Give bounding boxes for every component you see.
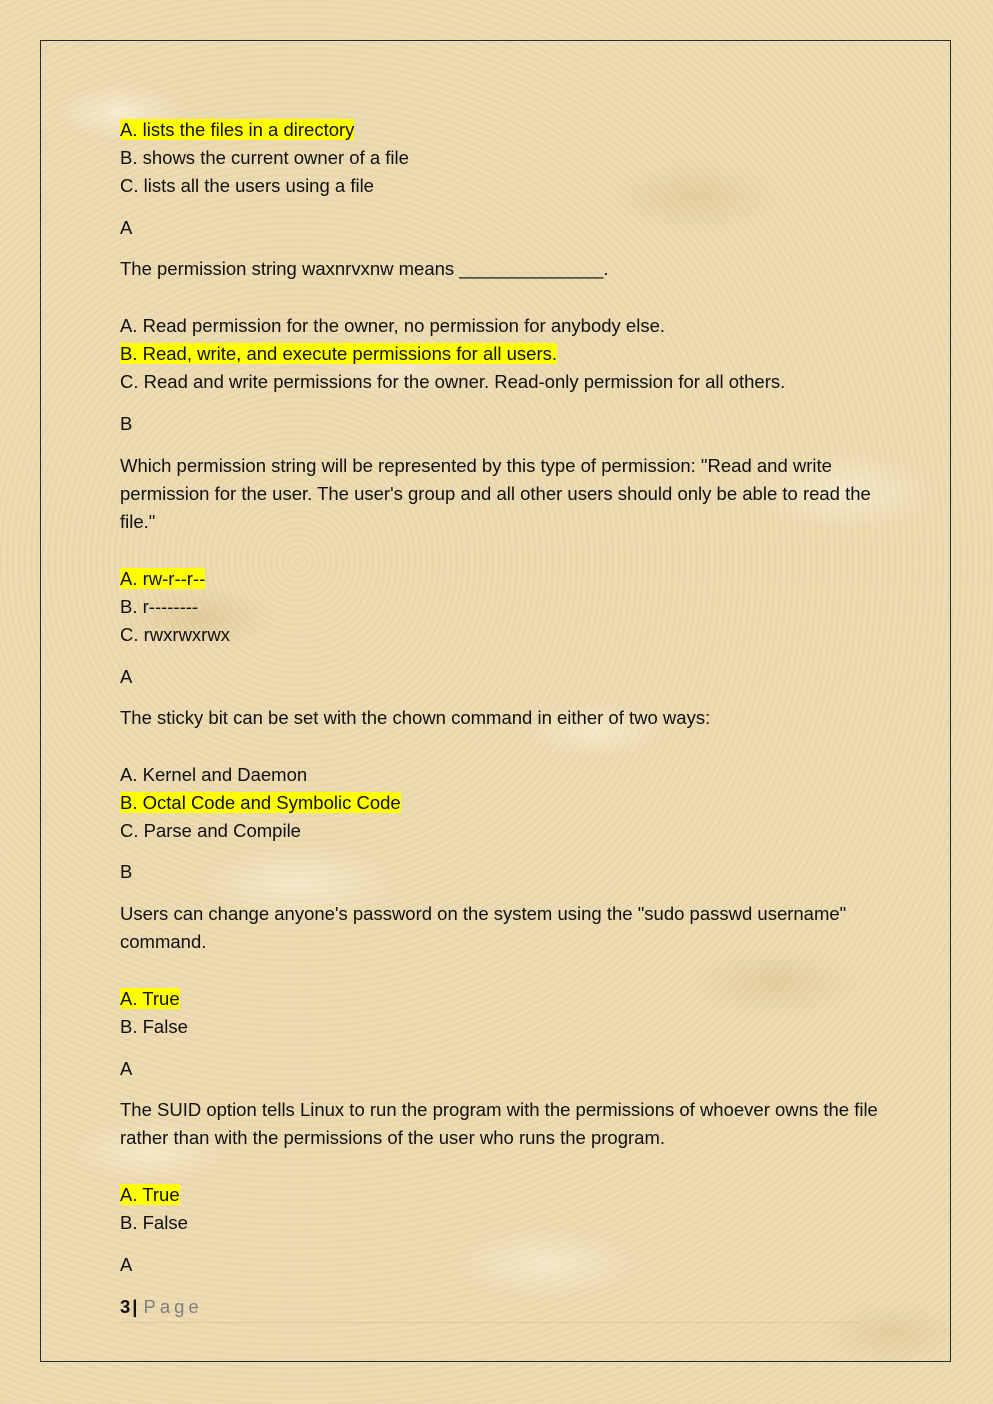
- question-q4: The sticky bit can be set with the chown command in either of two ways:: [120, 707, 711, 728]
- option-q2-c: C. Read and write permissions for the owner. Read-only permission for all others.: [120, 371, 786, 392]
- option-q2-b: B. Read, write, and execute permissions for all users.: [120, 343, 557, 364]
- option-q6-a: A. True: [120, 1184, 180, 1205]
- option-q5-a: A. True: [120, 988, 180, 1009]
- question-q5: Users can change anyone's password on the system using the "sudo passwd username" command.: [120, 903, 847, 952]
- page-number: 3: [120, 1296, 131, 1317]
- question-q6: The SUID option tells Linux to run the program with the permissions of whoever owns the file rather than with the permissions of the user who runs the program.: [120, 1099, 878, 1148]
- page-label: Page: [143, 1296, 203, 1317]
- option-q3-c: C. rwxrwxrwx: [120, 624, 230, 645]
- footer-separator: |: [132, 1296, 138, 1317]
- option-q4-c: C. Parse and Compile: [120, 820, 301, 841]
- option-q1-c: C. lists all the users using a file: [120, 175, 374, 196]
- option-q4-b: B. Octal Code and Symbolic Code: [120, 792, 401, 813]
- option-q4-a: A. Kernel and Daemon: [120, 764, 308, 785]
- option-q3-b: B. r--------: [120, 596, 199, 617]
- document-body: [120, 116, 880, 1279]
- answer-q3: A: [120, 666, 133, 687]
- page-footer: [120, 1294, 860, 1323]
- answer-q4: B: [120, 861, 133, 882]
- answer-q5: A: [120, 1058, 133, 1079]
- answer-q6: A: [120, 1254, 133, 1275]
- answer-q2: B: [120, 413, 133, 434]
- question-q3: Which permission string will be represented by this type of permission: "Read and write permission for the user. The user's group and all other users should only be able to read the file.": [120, 455, 871, 532]
- option-q2-a: A. Read permission for the owner, no permission for anybody else.: [120, 315, 666, 336]
- option-q1-b: B. shows the current owner of a file: [120, 147, 409, 168]
- option-q5-b: B. False: [120, 1016, 188, 1037]
- answer-q1: A: [120, 217, 133, 238]
- option-q3-a: A. rw-r--r--: [120, 568, 206, 589]
- question-q2: The permission string waxnrvxnw means ______________.: [120, 258, 609, 279]
- option-q6-b: B. False: [120, 1212, 188, 1233]
- option-q1-a: A. lists the files in a directory: [120, 119, 355, 140]
